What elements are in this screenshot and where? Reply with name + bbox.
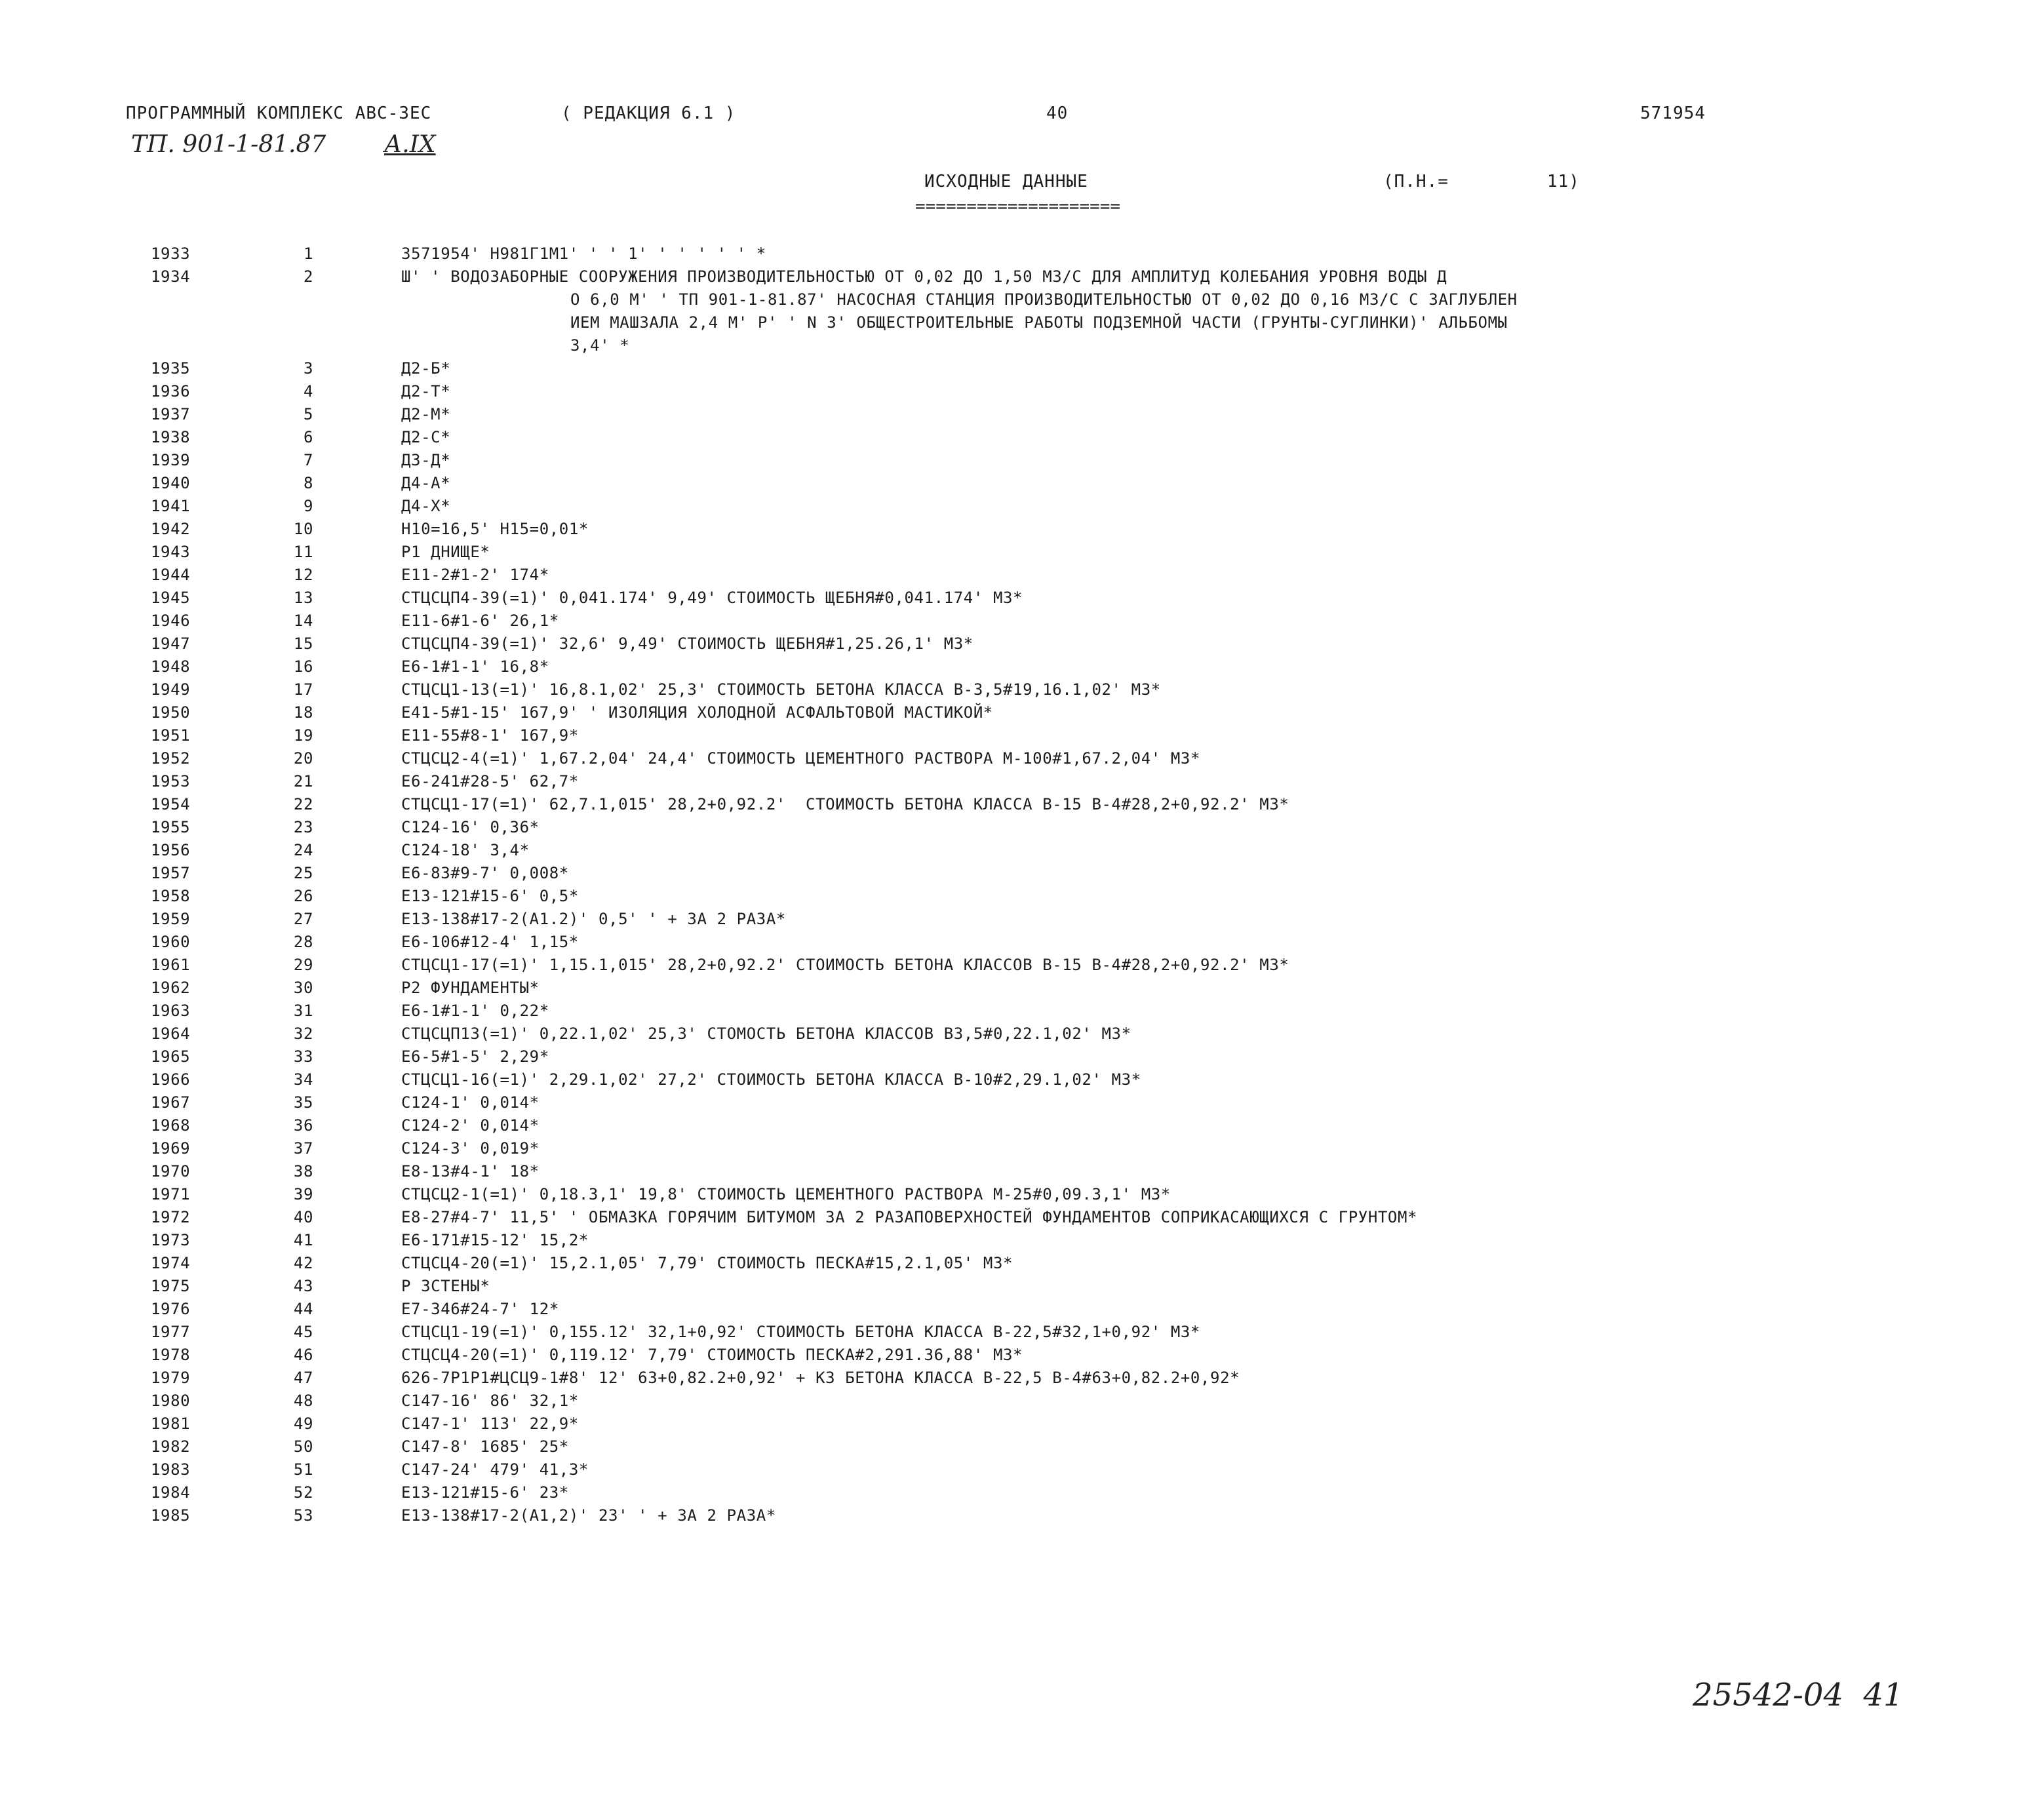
sequence-number: 35 [293,1093,313,1112]
line-number: 1953 [151,772,191,791]
record-text: Е6-171#15-12' 15,2* [401,1231,589,1249]
record-text: Е11-55#8-1' 167,9* [401,726,579,745]
record-text: Е6-106#12-4' 1,15* [401,933,579,951]
line-number: 1960 [151,933,191,951]
record-text: Р2 ФУНДАМЕНТЫ* [401,979,540,997]
record-text: С147-16' 86' 32,1* [401,1392,579,1410]
record-text: Е6-83#9-7' 0,008* [401,864,569,882]
sequence-number: 37 [293,1139,313,1158]
line-number: 1967 [151,1093,191,1112]
listing-row [0,265,2044,357]
line-number: 1970 [151,1162,191,1181]
record-text: С124-16' 0,36* [401,818,540,836]
record-text: С147-8' 1685' 25* [401,1437,569,1456]
listing-row [0,1206,2044,1229]
listing-row [0,1023,2044,1045]
listing-row [0,816,2044,839]
line-number: 1978 [151,1346,191,1364]
listing-row [0,724,2044,747]
record-text: Н10=16,5' Н15=0,01* [401,520,589,538]
listing-row [0,610,2044,633]
record-text: Р ЗСТЕНЫ* [401,1277,490,1295]
sequence-number: 31 [293,1002,313,1020]
sequence-number: 45 [293,1323,313,1341]
listing-row [0,1481,2044,1504]
sequence-number: 8 [303,474,313,492]
listing-row [0,564,2044,587]
sequence-number: 23 [293,818,313,836]
record-text: Е8-27#4-7' 11,5' ' ОБМАЗКА ГОРЯЧИМ БИТУМОМ ЗА 2 РАЗАПОВЕРХНОСТЕЙ ФУНДАМЕНТОВ СОПРИКАСАЮЩИХСЯ С ГРУНТОМ* [401,1208,1418,1226]
listing-row [0,793,2044,816]
line-number: 1983 [151,1460,191,1479]
record-text: С124-2' 0,014* [401,1116,540,1135]
record-text: Е13-138#17-2(А1,2)' 23' ' + ЗА 2 РАЗА* [401,1506,776,1525]
sequence-number: 53 [293,1506,313,1525]
sequence-number: 2 [303,267,313,286]
listing-row [0,1344,2044,1367]
record-text-continuation: О 6,0 М' ' ТП 901-1-81.87' НАСОСНАЯ СТАНЦИЯ ПРОИЗВОДИТЕЛЬНОСТЬЮ ОТ 0,02 ДО 0,16 М3/С С ЗАГЛУБЛЕН [570,290,1518,309]
sequence-number: 29 [293,956,313,974]
sequence-number: 36 [293,1116,313,1135]
record-text: СТЦСЦ1-16(=1)' 2,29.1,02' 27,2' СТОИМОСТЬ БЕТОНА КЛАССА В-10#2,29.1,02' М3* [401,1070,1141,1089]
listing-row [0,931,2044,954]
pnh-value: 11) [1546,172,1580,191]
record-text-continuation: 3,4' * [570,336,630,355]
record-text: Е6-241#28-5' 62,7* [401,772,579,791]
line-number: 1955 [151,818,191,836]
line-number: 1976 [151,1300,191,1318]
listing-row [0,1183,2044,1206]
record-text: Д2-Т* [401,382,451,400]
record-text: 626-7Р1Р1#ЦСЦ9-1#8' 12' 63+0,82.2+0,92' + К3 БЕТОНА КЛАССА В-22,5 В-4#63+0,82.2+0,92* [401,1369,1240,1387]
sequence-number: 15 [293,634,313,653]
line-number: 1941 [151,497,191,515]
sequence-number: 25 [293,864,313,882]
listing-row [0,747,2044,770]
record-text: Ш' ' ВОДОЗАБОРНЫЕ СООРУЖЕНИЯ ПРОИЗВОДИТЕЛЬНОСТЬЮ ОТ 0,02 ДО 1,50 М3/С ДЛЯ АМПЛИТУД КОЛЕБАНИЯ УРОВНЯ ВОДЫ Д [401,267,1447,286]
record-text: С124-3' 0,019* [401,1139,540,1158]
record-text: СТЦСЦ1-13(=1)' 16,8.1,02' 25,3' СТОИМОСТЬ БЕТОНА КЛАССА В-3,5#19,16.1,02' М3* [401,680,1161,699]
sequence-number: 1 [303,244,313,263]
line-number: 1972 [151,1208,191,1226]
sequence-number: 7 [303,451,313,469]
line-number: 1934 [151,267,191,286]
listing-row [0,1504,2044,1527]
line-number: 1954 [151,795,191,813]
record-text: С124-1' 0,014* [401,1093,540,1112]
line-number: 1974 [151,1254,191,1272]
sequence-number: 24 [293,841,313,859]
line-number: 1939 [151,451,191,469]
sequence-number: 51 [293,1460,313,1479]
listing-row [0,541,2044,564]
page-number: 40 [1046,104,1069,123]
listing-row [0,678,2044,701]
line-number: 1968 [151,1116,191,1135]
listing-row [0,587,2044,610]
listing-row [0,839,2044,862]
sequence-number: 18 [293,703,313,722]
record-text: Р1 ДНИЩЕ* [401,543,490,561]
record-text: СТЦСЦ1-17(=1)' 1,15.1,015' 28,2+0,92.2' СТОИМОСТЬ БЕТОНА КЛАССОВ В-15 В-4#28,2+0,92.2' М3* [401,956,1289,974]
section-title: ИСХОДНЫЕ ДАННЫЕ [924,172,1088,191]
sequence-number: 40 [293,1208,313,1226]
pnh-label: (П.Н.= [1383,172,1449,191]
listing-row [0,1413,2044,1435]
line-number: 1959 [151,910,191,928]
sequence-number: 41 [293,1231,313,1249]
record-text: СТЦСЦ1-17(=1)' 62,7.1,015' 28,2+0,92.2' СТОИМОСТЬ БЕТОНА КЛАССА В-15 В-4#28,2+0,92.2' М3* [401,795,1289,813]
sequence-number: 22 [293,795,313,813]
line-number: 1950 [151,703,191,722]
sequence-number: 48 [293,1392,313,1410]
sequence-number: 32 [293,1025,313,1043]
record-text: Е13-121#15-6' 23* [401,1483,569,1502]
sequence-number: 38 [293,1162,313,1181]
record-text: С147-1' 113' 22,9* [401,1415,579,1433]
record-text: Д2-Б* [401,359,451,378]
record-text: 3571954' Н981Г1М1' ' ' 1' ' ' ' ' ' * [401,244,766,263]
listing-row [0,862,2044,885]
sequence-number: 3 [303,359,313,378]
edition-label: ( РЕДАКЦИЯ 6.1 ) [561,104,736,123]
line-number: 1943 [151,543,191,561]
sequence-number: 6 [303,428,313,446]
line-number: 1975 [151,1277,191,1295]
sequence-number: 9 [303,497,313,515]
listing-row [0,1137,2044,1160]
line-number: 1952 [151,749,191,768]
listing-row [0,977,2044,1000]
line-number: 1961 [151,956,191,974]
listing-row [0,885,2044,908]
record-text: Е13-138#17-2(А1.2)' 0,5' ' + ЗА 2 РАЗА* [401,910,786,928]
line-number: 1969 [151,1139,191,1158]
listing-row [0,1229,2044,1252]
listing-rows [0,243,2044,1527]
record-text: СТЦСЦП4-39(=1)' 0,041.174' 9,49' СТОИМОСТЬ ЩЕБНЯ#0,041.174' М3* [401,589,1023,607]
line-number: 1965 [151,1047,191,1066]
listing-row [0,426,2044,449]
listing-row [0,1252,2044,1275]
line-number: 1944 [151,566,191,584]
line-number: 1958 [151,887,191,905]
sequence-number: 46 [293,1346,313,1364]
archive-stamp-handwritten: 25542-04 41 [1693,1677,1904,1713]
document-code: 571954 [1640,104,1706,123]
listing-row [0,908,2044,931]
sequence-number: 43 [293,1277,313,1295]
listing-row [0,380,2044,403]
listing-row [0,1321,2044,1344]
sequence-number: 33 [293,1047,313,1066]
record-text: С147-24' 479' 41,3* [401,1460,589,1479]
listing-row [0,1160,2044,1183]
listing-row [0,701,2044,724]
line-number: 1937 [151,405,191,423]
sequence-number: 19 [293,726,313,745]
record-text: СТЦСЦ4-20(=1)' 0,119.12' 7,79' СТОИМОСТЬ ПЕСКА#2,291.36,88' М3* [401,1346,1023,1364]
line-number: 1945 [151,589,191,607]
line-number: 1942 [151,520,191,538]
listing-row [0,243,2044,265]
sequence-number: 14 [293,612,313,630]
line-number: 1946 [151,612,191,630]
record-text: СТЦСЦ2-4(=1)' 1,67.2,04' 24,4' СТОИМОСТЬ ЦЕМЕНТНОГО РАСТВОРА М-100#1,67.2,04' М3* [401,749,1200,768]
listing-row [0,655,2044,678]
listing-row [0,1298,2044,1321]
listing-row [0,770,2044,793]
pnh-indicator [1383,172,1580,191]
sequence-number: 50 [293,1437,313,1456]
sequence-number: 21 [293,772,313,791]
record-text-continuation: ИЕМ МАШЗАЛА 2,4 М' Р' ' N 3' ОБЩЕСТРОИТЕЛЬНЫЕ РАБОТЫ ПОДЗЕМНОЙ ЧАСТИ (ГРУНТЫ-СУГЛИНКИ)' АЛЬБОМЫ [570,313,1508,332]
sequence-number: 4 [303,382,313,400]
sequence-number: 44 [293,1300,313,1318]
record-text: Д4-Х* [401,497,451,515]
listing-row [0,1275,2044,1298]
record-text: Е41-5#1-15' 167,9' ' ИЗОЛЯЦИЯ ХОЛОДНОЙ АСФАЛЬТОВОЙ МАСТИКОЙ* [401,703,993,722]
record-text: Е7-346#24-7' 12* [401,1300,559,1318]
album-handwritten: А.IX [384,131,436,158]
sequence-number: 20 [293,749,313,768]
line-number: 1966 [151,1070,191,1089]
record-text: Д2-М* [401,405,451,423]
line-number: 1935 [151,359,191,378]
listing-row [0,1458,2044,1481]
listing-row [0,472,2044,495]
listing-row [0,1000,2044,1023]
line-number: 1964 [151,1025,191,1043]
listing-row [0,495,2044,518]
sequence-number: 27 [293,910,313,928]
sequence-number: 13 [293,589,313,607]
line-number: 1951 [151,726,191,745]
record-text: СТЦСЦ4-20(=1)' 15,2.1,05' 7,79' СТОИМОСТЬ ПЕСКА#15,2.1,05' М3* [401,1254,1013,1272]
line-number: 1982 [151,1437,191,1456]
record-text: С124-18' 3,4* [401,841,530,859]
line-number: 1971 [151,1185,191,1203]
sequence-number: 30 [293,979,313,997]
listing-row [0,1367,2044,1390]
program-name: ПРОГРАММНЫЙ КОМПЛЕКС АВС-ЗЕС [126,104,432,123]
sequence-number: 26 [293,887,313,905]
sequence-number: 42 [293,1254,313,1272]
line-number: 1977 [151,1323,191,1341]
line-number: 1979 [151,1369,191,1387]
sequence-number: 11 [293,543,313,561]
sequence-number: 34 [293,1070,313,1089]
line-number: 1980 [151,1392,191,1410]
line-number: 1962 [151,979,191,997]
line-number: 1984 [151,1483,191,1502]
record-text: Е6-5#1-5' 2,29* [401,1047,549,1066]
listing-row [0,1114,2044,1137]
listing-row [0,449,2044,472]
record-text: Е8-13#4-1' 18* [401,1162,540,1181]
line-number: 1981 [151,1415,191,1433]
line-number: 1940 [151,474,191,492]
record-text: СТЦСЦП13(=1)' 0,22.1,02' 25,3' СТОМОСТЬ БЕТОНА КЛАССОВ В3,5#0,22.1,02' М3* [401,1025,1131,1043]
line-number: 1947 [151,634,191,653]
sequence-number: 5 [303,405,313,423]
sequence-number: 39 [293,1185,313,1203]
listing-row [0,633,2044,655]
line-number: 1938 [151,428,191,446]
line-number: 1985 [151,1506,191,1525]
record-text: Д4-А* [401,474,451,492]
listing-row [0,1045,2044,1068]
record-text: Е6-1#1-1' 16,8* [401,657,549,676]
line-number: 1956 [151,841,191,859]
sequence-number: 16 [293,657,313,676]
line-number: 1963 [151,1002,191,1020]
sequence-number: 17 [293,680,313,699]
listing-row [0,1390,2044,1413]
listing-row [0,518,2044,541]
section-title-underline: ==================== [915,197,1121,216]
line-number: 1933 [151,244,191,263]
listing-row [0,357,2044,380]
record-text: СТЦСЦП4-39(=1)' 32,6' 9,49' СТОИМОСТЬ ЩЕБНЯ#1,25.26,1' М3* [401,634,973,653]
listing-row [0,1435,2044,1458]
sequence-number: 28 [293,933,313,951]
sequence-number: 10 [293,520,313,538]
record-text: Е11-6#1-6' 26,1* [401,612,559,630]
record-text: Д2-С* [401,428,451,446]
listing-row [0,403,2044,426]
line-number: 1949 [151,680,191,699]
line-number: 1973 [151,1231,191,1249]
record-text: Е11-2#1-2' 174* [401,566,549,584]
listing-row [0,1068,2044,1091]
line-number: 1957 [151,864,191,882]
listing-row [0,1091,2044,1114]
sequence-number: 12 [293,566,313,584]
project-code-handwritten: ТП. 901-1-81.87 [131,131,326,158]
line-number: 1948 [151,657,191,676]
sequence-number: 49 [293,1415,313,1433]
record-text: СТЦСЦ2-1(=1)' 0,18.3,1' 19,8' СТОИМОСТЬ ЦЕМЕНТНОГО РАСТВОРА М-25#0,09.3,1' М3* [401,1185,1171,1203]
line-number: 1936 [151,382,191,400]
record-text: СТЦСЦ1-19(=1)' 0,155.12' 32,1+0,92' СТОИМОСТЬ БЕТОНА КЛАССА В-22,5#32,1+0,92' М3* [401,1323,1200,1341]
sequence-number: 47 [293,1369,313,1387]
record-text: Е6-1#1-1' 0,22* [401,1002,549,1020]
listing-row [0,954,2044,977]
sequence-number: 52 [293,1483,313,1502]
record-text: Е13-121#15-6' 0,5* [401,887,579,905]
record-text: Д3-Д* [401,451,451,469]
